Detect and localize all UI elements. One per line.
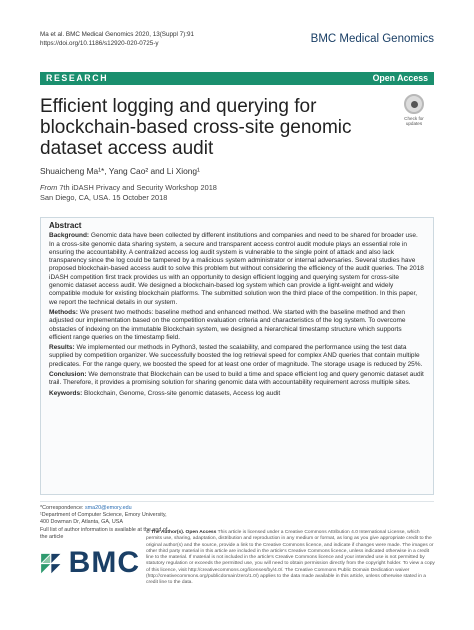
license-body: This article is licensed under a Creative Commons Attribution 4.0 International License, which permits use, sharing, adaptation, distribution and reproduction in any medium or format, as long as you give appropriate credit to the original author(s) and the source, provide a link to the Creative Commons licence, and indicate if changes were made. The images or other third party material in this article are included in the article's Creative Commons licence, unless indicated otherwise in a credit line to the material. If material is not included in the article's Creative Commons licence and your intended use is not permitted by statutory regulation or exceeds the permitted use, you will need to obtain permission directly from the copyright holder. To view a copy of this licence, visit http://creativecommons.org/licenses/by/4.0/. The Creative Commons Public Domain Dedication waiver (http://creativecommons.org/publicdomain/zero/1.0/) applies to the data made available in this article, unless otherwise stated in a credit line to the data. bbox=[146, 530, 435, 586]
crossmark-icon bbox=[404, 94, 424, 114]
citation-header bbox=[40, 31, 320, 48]
open-access-label: Open Access bbox=[372, 73, 428, 83]
abstract-conclusion: Conclusion: We demonstrate that Blockchain can be used to build a time and space efficient log and query genomic dataset audit trail. Therefore, it provides a promising solution for sharing genomic data with accountability requirement across multiple sites. bbox=[49, 371, 424, 387]
affiliation: ¹Department of Computer Science, Emory University, 400 Dowman Dr, Atlanta, GA, USA bbox=[40, 512, 167, 526]
abstract-heading: Abstract bbox=[49, 221, 82, 230]
abstract-box bbox=[40, 217, 434, 495]
abstract-keywords: Keywords: Blockchain, Genome, Cross-site genomic datasets, Access log audit bbox=[49, 389, 281, 397]
author-list: Shuaicheng Ma¹*, Yang Cao² and Li Xiong¹ bbox=[40, 166, 200, 176]
abstract-methods: Methods: We present two methods: baseline method and enhanced method. We started with the baseline method and then adjusted our implementation based on the competition evaluation criteria and characteristics of the log system. To overcome obstacles of indexing on the immutable Blockchain system, we designed a hierarchical timestamp structure which supports efficient range queries on the timestamp field. bbox=[49, 308, 406, 341]
bmc-wordmark: BMC bbox=[68, 546, 140, 579]
from-prefix: From bbox=[40, 183, 58, 192]
bmc-logo-icon bbox=[40, 543, 63, 583]
divider bbox=[40, 501, 434, 502]
correspondence-email[interactable]: sma20@emory.edu bbox=[84, 505, 132, 511]
article-title: Efficient logging and querying for blockchain-based cross-site genomic dataset access audit bbox=[40, 96, 352, 159]
article-type-banner bbox=[40, 72, 434, 85]
abstract-background: Background: Genomic data have been collected by different institutions and companies and need to be shared for broader use. In a cross-site genomic data sharing system, a secure and transparent access control audit module plays an essential role in ensuring the accountability. A centralized access log audit system is vulnerable to the single point of attack and also lack transparency since the log could be tampered by a malicious system administrator or internal adversaries. Several studies have proposed blockchain-based access audit to solve this problem but without considering the efficiency of the audit queries. The 2018 iDASH competition first track provides us with an opportunity to design efficient logging and querying system for cross-site genomic dataset access audit. We designed a blockchain-based log system which can provide a light-weight and widely compatible module for existing blockchain platforms. The submitted solution won the third place of the competition. In this paper, we report the technical details in our system. bbox=[49, 232, 424, 306]
license-lead: © The Author(s). Open Access bbox=[146, 530, 217, 535]
bmc-logo bbox=[40, 538, 140, 588]
conference-info bbox=[40, 183, 340, 203]
workshop-location: San Diego, CA, USA. 15 October 2018 bbox=[40, 193, 168, 202]
author-info-note: Full list of author information is available at the end of the article bbox=[40, 526, 168, 540]
check-for-updates-button[interactable] bbox=[396, 94, 432, 130]
check-updates-label: Check for updates bbox=[404, 116, 424, 126]
license-text bbox=[146, 530, 436, 587]
article-type-label: RESEARCH bbox=[46, 73, 109, 83]
citation-line: Ma et al. BMC Medical Genomics 2020, 13(Suppl 7):91 bbox=[40, 31, 194, 38]
correspondence: *Correspondence: sma20@emory.edu bbox=[40, 505, 132, 511]
doi-link[interactable]: https://doi.org/10.1186/s12920-020-0725-y bbox=[40, 39, 159, 47]
journal-name[interactable]: BMC Medical Genomics bbox=[310, 33, 434, 45]
abstract-results: Results: We implemented our methods in Python3, tested the scalability, and compared the performance using the test data supplied by competition organizer. We successfully boosted the log retrieval speed for complex AND queries that contain multiple predicates. For the range query, we boosted the speed for at least one order of magnitude. The storage usage is reduced by 25%. bbox=[49, 344, 423, 368]
workshop-name: 7th iDASH Privacy and Security Workshop 2018 bbox=[59, 183, 217, 192]
